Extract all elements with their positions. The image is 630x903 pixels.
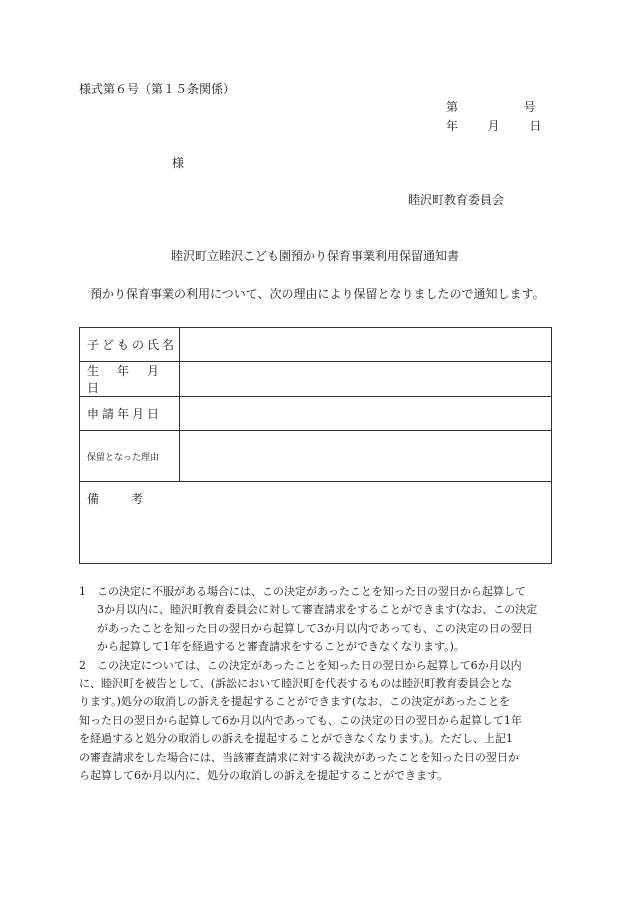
application-date-label: 申請年月日 (80, 397, 180, 431)
note-line: があったことを知った日の翌日から起算して3か月以内であっても、この決定の日の翌日 (97, 621, 533, 635)
note-line: の審査請求をした場合には、当該審査請求に対する裁決があったことを知った日の翌日か (79, 750, 519, 764)
date-day: 日 (529, 119, 542, 133)
intro-text: 預かり保育事業の利用について、次の理由により保留となりましたので通知します。 (90, 287, 545, 301)
table-row (80, 482, 552, 564)
child-name-field[interactable] (180, 328, 552, 362)
info-table (79, 327, 552, 564)
document-number (446, 99, 536, 115)
table-row (80, 397, 552, 431)
note-line: に、睦沢町を被告として、(訴訟において睦沢町を代表するものは睦沢町教育委員会とな (79, 677, 513, 691)
number-suffix: 号 (523, 100, 536, 114)
note-2 (79, 657, 557, 786)
note-line: 1 この決定に不服がある場合には、この決定があったことを知った日の翌日から起算して (79, 583, 557, 601)
table-row (80, 431, 552, 482)
child-name-label: 子どもの氏名 (80, 328, 180, 362)
form-number: 様式第６号（第１５条関係） (79, 82, 236, 96)
addressee: 様 (172, 156, 185, 170)
note-line: 3か月以内に、睦沢町教育委員会に対して審査請求をすることができます(なお、この決定 (97, 603, 538, 617)
note-line: から起算して1年を経過すると審査請求をすることができなくなります。)。 (97, 640, 465, 654)
birthdate-field[interactable] (180, 362, 552, 397)
remarks-field[interactable] (80, 482, 552, 564)
document-title: 睦沢町立睦沢こども園預かり保育事業利用保留通知書 (170, 249, 459, 263)
table-row (80, 328, 552, 362)
note-line: ら起算して6か月以内に、処分の取消しの訴えを提起することができます。 (79, 769, 449, 783)
date-year: 年 (446, 119, 459, 133)
note-line: ります。)処分の取消しの訴えを提起することができます(なお、この決定があったことを (79, 695, 511, 709)
note-number: 1 (79, 585, 86, 598)
reason-field[interactable] (180, 431, 552, 482)
application-date-field[interactable] (180, 397, 552, 431)
note-line: 2 この決定については、この決定があったことを知った日の翌日から起算して6か月以内 (79, 657, 557, 675)
date-month: 月 (487, 119, 500, 133)
note-line: を経過すると処分の取消しの訴えを提起することができなくなります。)。ただし、上記1 (79, 732, 513, 746)
notes (79, 583, 557, 785)
table-row (80, 362, 552, 397)
issuer: 睦沢町教育委員会 (408, 193, 505, 207)
document-date (446, 118, 541, 134)
note-number: 2 (79, 658, 86, 672)
note-1 (79, 583, 557, 657)
number-prefix: 第 (446, 100, 459, 114)
birthdate-label: 生 年 月 日 (80, 362, 180, 397)
note-line: 知った日の翌日から起算して6か月以内であっても、この決定の日の翌日から起算して1年 (79, 713, 522, 727)
remarks-label: 備 考 (87, 492, 154, 506)
reason-label: 保留となった理由 (80, 431, 180, 482)
